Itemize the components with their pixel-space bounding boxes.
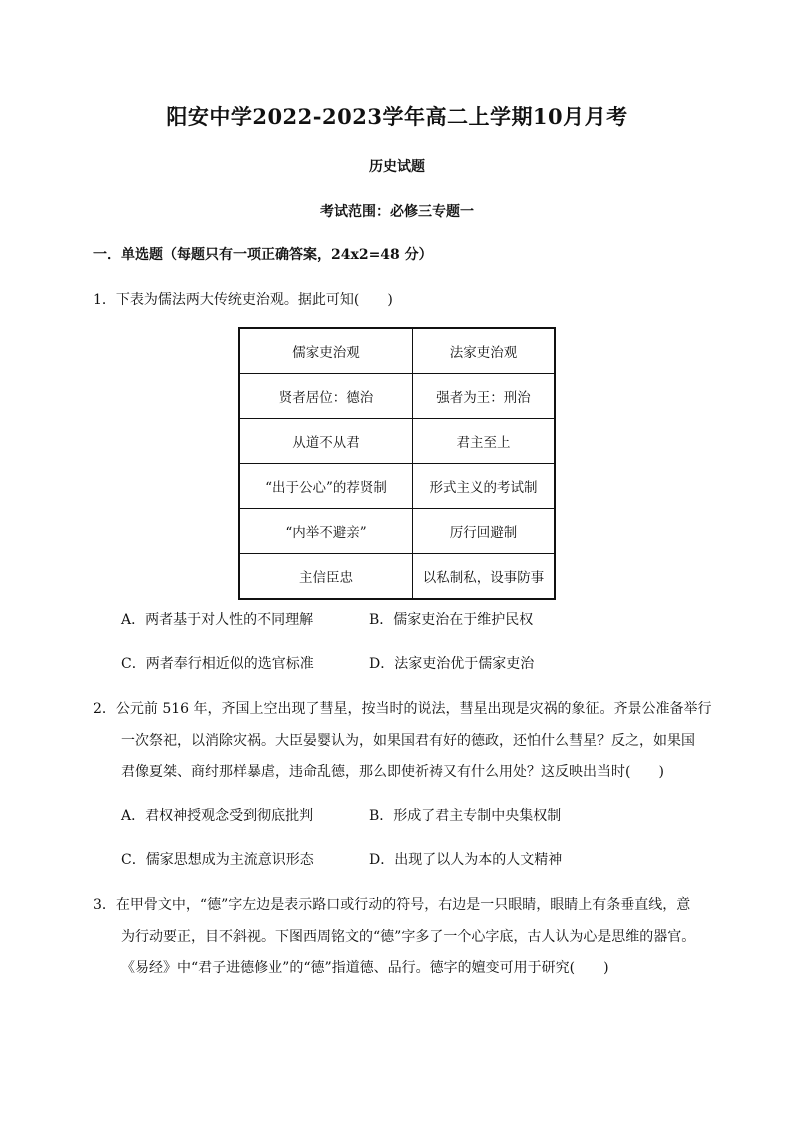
table-row: [239, 509, 555, 554]
q1-option-d[interactable]: D．法家吏治优于儒家吏治: [369, 656, 535, 672]
section-heading: 一．单选题（每题只有一项正确答案，24x2=48 分）: [93, 247, 433, 263]
q2-line-1: 2．公元前 516 年，齐国上空出现了彗星，按当时的说法，彗星出现是灾祸的象征。齐景公准备举行: [93, 701, 712, 717]
q1-option-b[interactable]: B．儒家吏治在于维护民权: [369, 612, 534, 628]
table-row: [239, 464, 555, 509]
table-cell: 法家吏治观: [413, 328, 556, 374]
q1-option-c[interactable]: C．两者奉行相近似的选官标准: [121, 656, 314, 672]
q1-stem: 1．下表为儒法两大传统吏治观。据此可知( ): [93, 292, 393, 308]
q2-option-c[interactable]: C．儒家思想成为主流意识形态: [121, 852, 314, 868]
table-cell: 厉行回避制: [413, 509, 556, 554]
q2-option-b[interactable]: B．形成了君主专制中央集权制: [369, 808, 562, 824]
table-cell: 君主至上: [413, 419, 556, 464]
table-cell: “内举不避亲”: [239, 509, 413, 554]
table-cell: 贤者居位：德治: [239, 374, 413, 419]
q2-line-3: 君像夏桀、商纣那样暴虐，违命乱德，那么即使祈祷又有什么用处？这反映出当时( ): [121, 764, 664, 780]
q3-line-2: 为行动要正，目不斜视。下图西周铭文的“德”字多了一个心字底，古人认为心是思维的器官。: [121, 929, 696, 945]
table-cell: “出于公心”的荐贤制: [239, 464, 413, 509]
q3-line-3: 《易经》中“君子进德修业”的“德”指道德、品行。德字的嬗变可用于研究( ): [121, 960, 609, 976]
exam-scope: 考试范围：必修三专题一: [320, 204, 474, 220]
table-row: [239, 419, 555, 464]
exam-subtitle: 历史试题: [369, 159, 425, 175]
q2-option-d[interactable]: D．出现了以人为本的人文精神: [369, 852, 563, 868]
table-cell: 从道不从君: [239, 419, 413, 464]
table-row: [239, 374, 555, 419]
q1-option-a[interactable]: A．两者基于对人性的不同理解: [121, 612, 314, 628]
table-row: [239, 554, 555, 600]
table-cell: 形式主义的考试制: [413, 464, 556, 509]
q2-option-a[interactable]: A．君权神授观念受到彻底批判: [121, 808, 314, 824]
table-cell: 以私制私，设事防事: [413, 554, 556, 600]
table-row: [239, 328, 555, 374]
q2-line-2: 一次祭祀，以消除灾祸。大臣晏婴认为，如果国君有好的德政，还怕什么彗星？反之，如果国: [121, 733, 695, 749]
exam-title: 阳安中学2022-2023学年高二上学期10月月考: [166, 104, 628, 129]
table-cell: 儒家吏治观: [239, 328, 413, 374]
table-cell: 主信臣忠: [239, 554, 413, 600]
q1-table: [238, 327, 556, 600]
q3-line-1: 3．在甲骨文中，“德”字左边是表示路口或行动的符号，右边是一只眼睛，眼睛上有条垂直线，意: [93, 897, 691, 913]
table-cell: 强者为王：刑治: [413, 374, 556, 419]
